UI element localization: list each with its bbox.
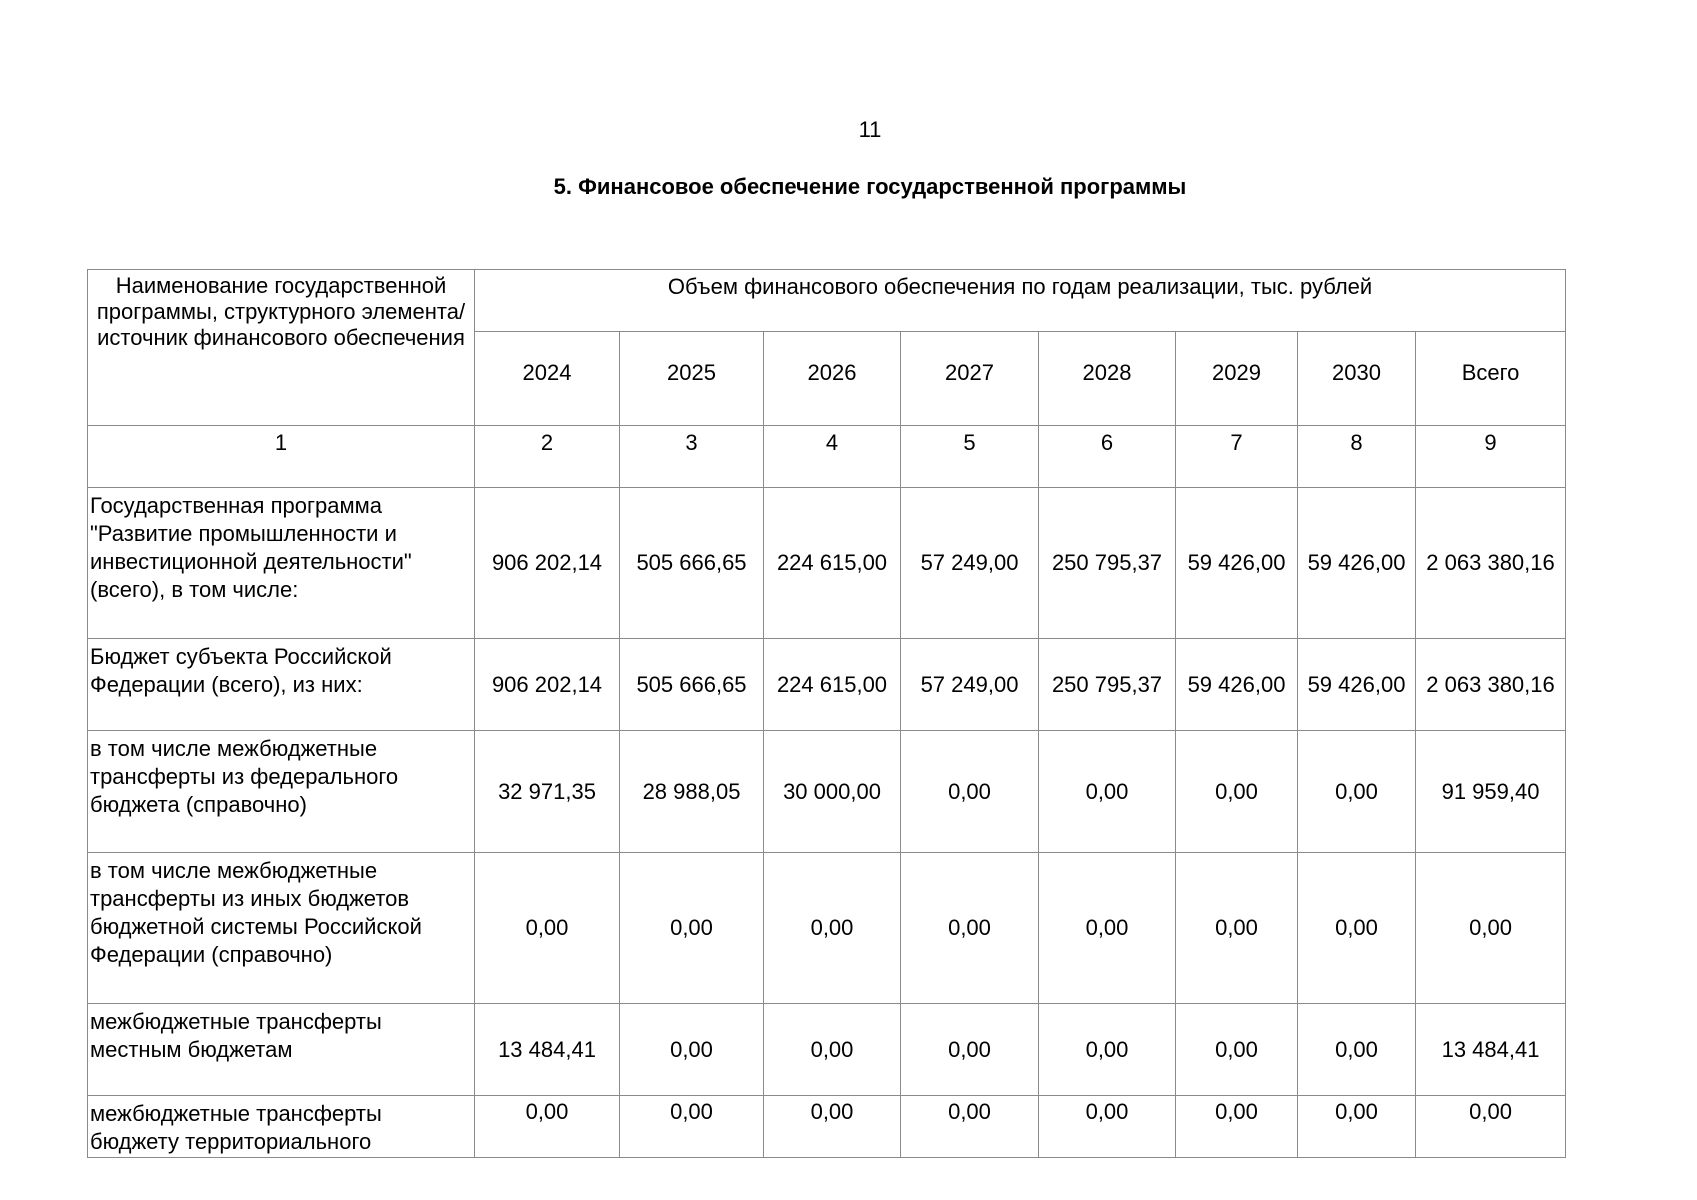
row-value: 28 988,05 [620,731,764,853]
row-value: 59 426,00 [1176,639,1298,731]
row-value: 57 249,00 [901,639,1039,731]
header-year: 2028 [1039,332,1176,426]
row-value: 0,00 [1298,1096,1416,1158]
row-value: 30 000,00 [764,731,901,853]
section-title: 5. Финансовое обеспечение государственной программы [553,174,1187,199]
row-value: 0,00 [1298,731,1416,853]
row-value: 0,00 [620,1004,764,1096]
row-value: 0,00 [901,1004,1039,1096]
financing-table [87,269,1566,1158]
row-total: 0,00 [1416,1096,1566,1158]
row-value: 0,00 [475,1096,620,1158]
row-value: 59 426,00 [1298,488,1416,639]
row-value: 224 615,00 [764,488,901,639]
row-value: 59 426,00 [1176,488,1298,639]
row-value: 57 249,00 [901,488,1039,639]
row-label: межбюджетные трансферты бюджету территориального [88,1096,475,1158]
row-value: 0,00 [620,853,764,1004]
row-value: 0,00 [764,853,901,1004]
column-number: 9 [1416,426,1566,488]
row-value: 0,00 [1176,731,1298,853]
row-label: Государственная программа "Развитие промышленности и инвестиционной деятельности" (всего), в том числе: [88,488,475,639]
header-year: 2030 [1298,332,1416,426]
row-value: 250 795,37 [1039,488,1176,639]
table-row [88,639,1566,731]
row-value: 59 426,00 [1298,639,1416,731]
row-value: 32 971,35 [475,731,620,853]
row-value: 0,00 [901,731,1039,853]
row-value: 224 615,00 [764,639,901,731]
row-value: 0,00 [620,1096,764,1158]
table-row [88,853,1566,1004]
column-number: 6 [1039,426,1176,488]
row-value: 0,00 [1039,853,1176,1004]
table-row [88,488,1566,639]
header-year: 2027 [901,332,1039,426]
column-number: 8 [1298,426,1416,488]
row-value: 906 202,14 [475,488,620,639]
table-row [88,731,1566,853]
column-number: 1 [88,426,475,488]
row-value: 0,00 [1298,853,1416,1004]
row-value: 0,00 [475,853,620,1004]
table-row [88,1004,1566,1096]
row-value: 906 202,14 [475,639,620,731]
row-value: 0,00 [901,1096,1039,1158]
header-year: 2026 [764,332,901,426]
row-value: 250 795,37 [1039,639,1176,731]
column-numbers-row [88,426,1566,488]
row-label: Бюджет субъекта Российской Федерации (всего), из них: [88,639,475,731]
column-number: 4 [764,426,901,488]
row-total: 91 959,40 [1416,731,1566,853]
header-year: 2024 [475,332,620,426]
row-value: 0,00 [1039,1004,1176,1096]
header-year: 2025 [620,332,764,426]
row-label: в том числе межбюджетные трансферты из иных бюджетов бюджетной системы Российской Федерации (справочно) [88,853,475,1004]
column-number: 7 [1176,426,1298,488]
row-value: 0,00 [901,853,1039,1004]
header-name-column: Наименование государственной программы, структурного элемента/источник финансового обеспечения [88,270,475,426]
column-number: 5 [901,426,1039,488]
row-value: 505 666,65 [620,639,764,731]
column-number: 2 [475,426,620,488]
header-total: Всего [1416,332,1566,426]
column-number: 3 [620,426,764,488]
row-label: межбюджетные трансферты местным бюджетам [88,1004,475,1096]
row-value: 0,00 [1176,853,1298,1004]
page-number: 11 [858,117,882,142]
row-value: 0,00 [764,1096,901,1158]
row-total: 2 063 380,16 [1416,488,1566,639]
row-value: 0,00 [1039,1096,1176,1158]
row-value: 0,00 [1176,1004,1298,1096]
row-value: 505 666,65 [620,488,764,639]
header-volume: Объем финансового обеспечения по годам реализации, тыс. рублей [475,270,1566,332]
row-value: 13 484,41 [475,1004,620,1096]
header-year: 2029 [1176,332,1298,426]
row-total: 0,00 [1416,853,1566,1004]
row-value: 0,00 [1298,1004,1416,1096]
row-label: в том числе межбюджетные трансферты из федерального бюджета (справочно) [88,731,475,853]
row-value: 0,00 [1039,731,1176,853]
row-total: 13 484,41 [1416,1004,1566,1096]
table-row [88,1096,1566,1158]
row-value: 0,00 [764,1004,901,1096]
row-total: 2 063 380,16 [1416,639,1566,731]
row-value: 0,00 [1176,1096,1298,1158]
